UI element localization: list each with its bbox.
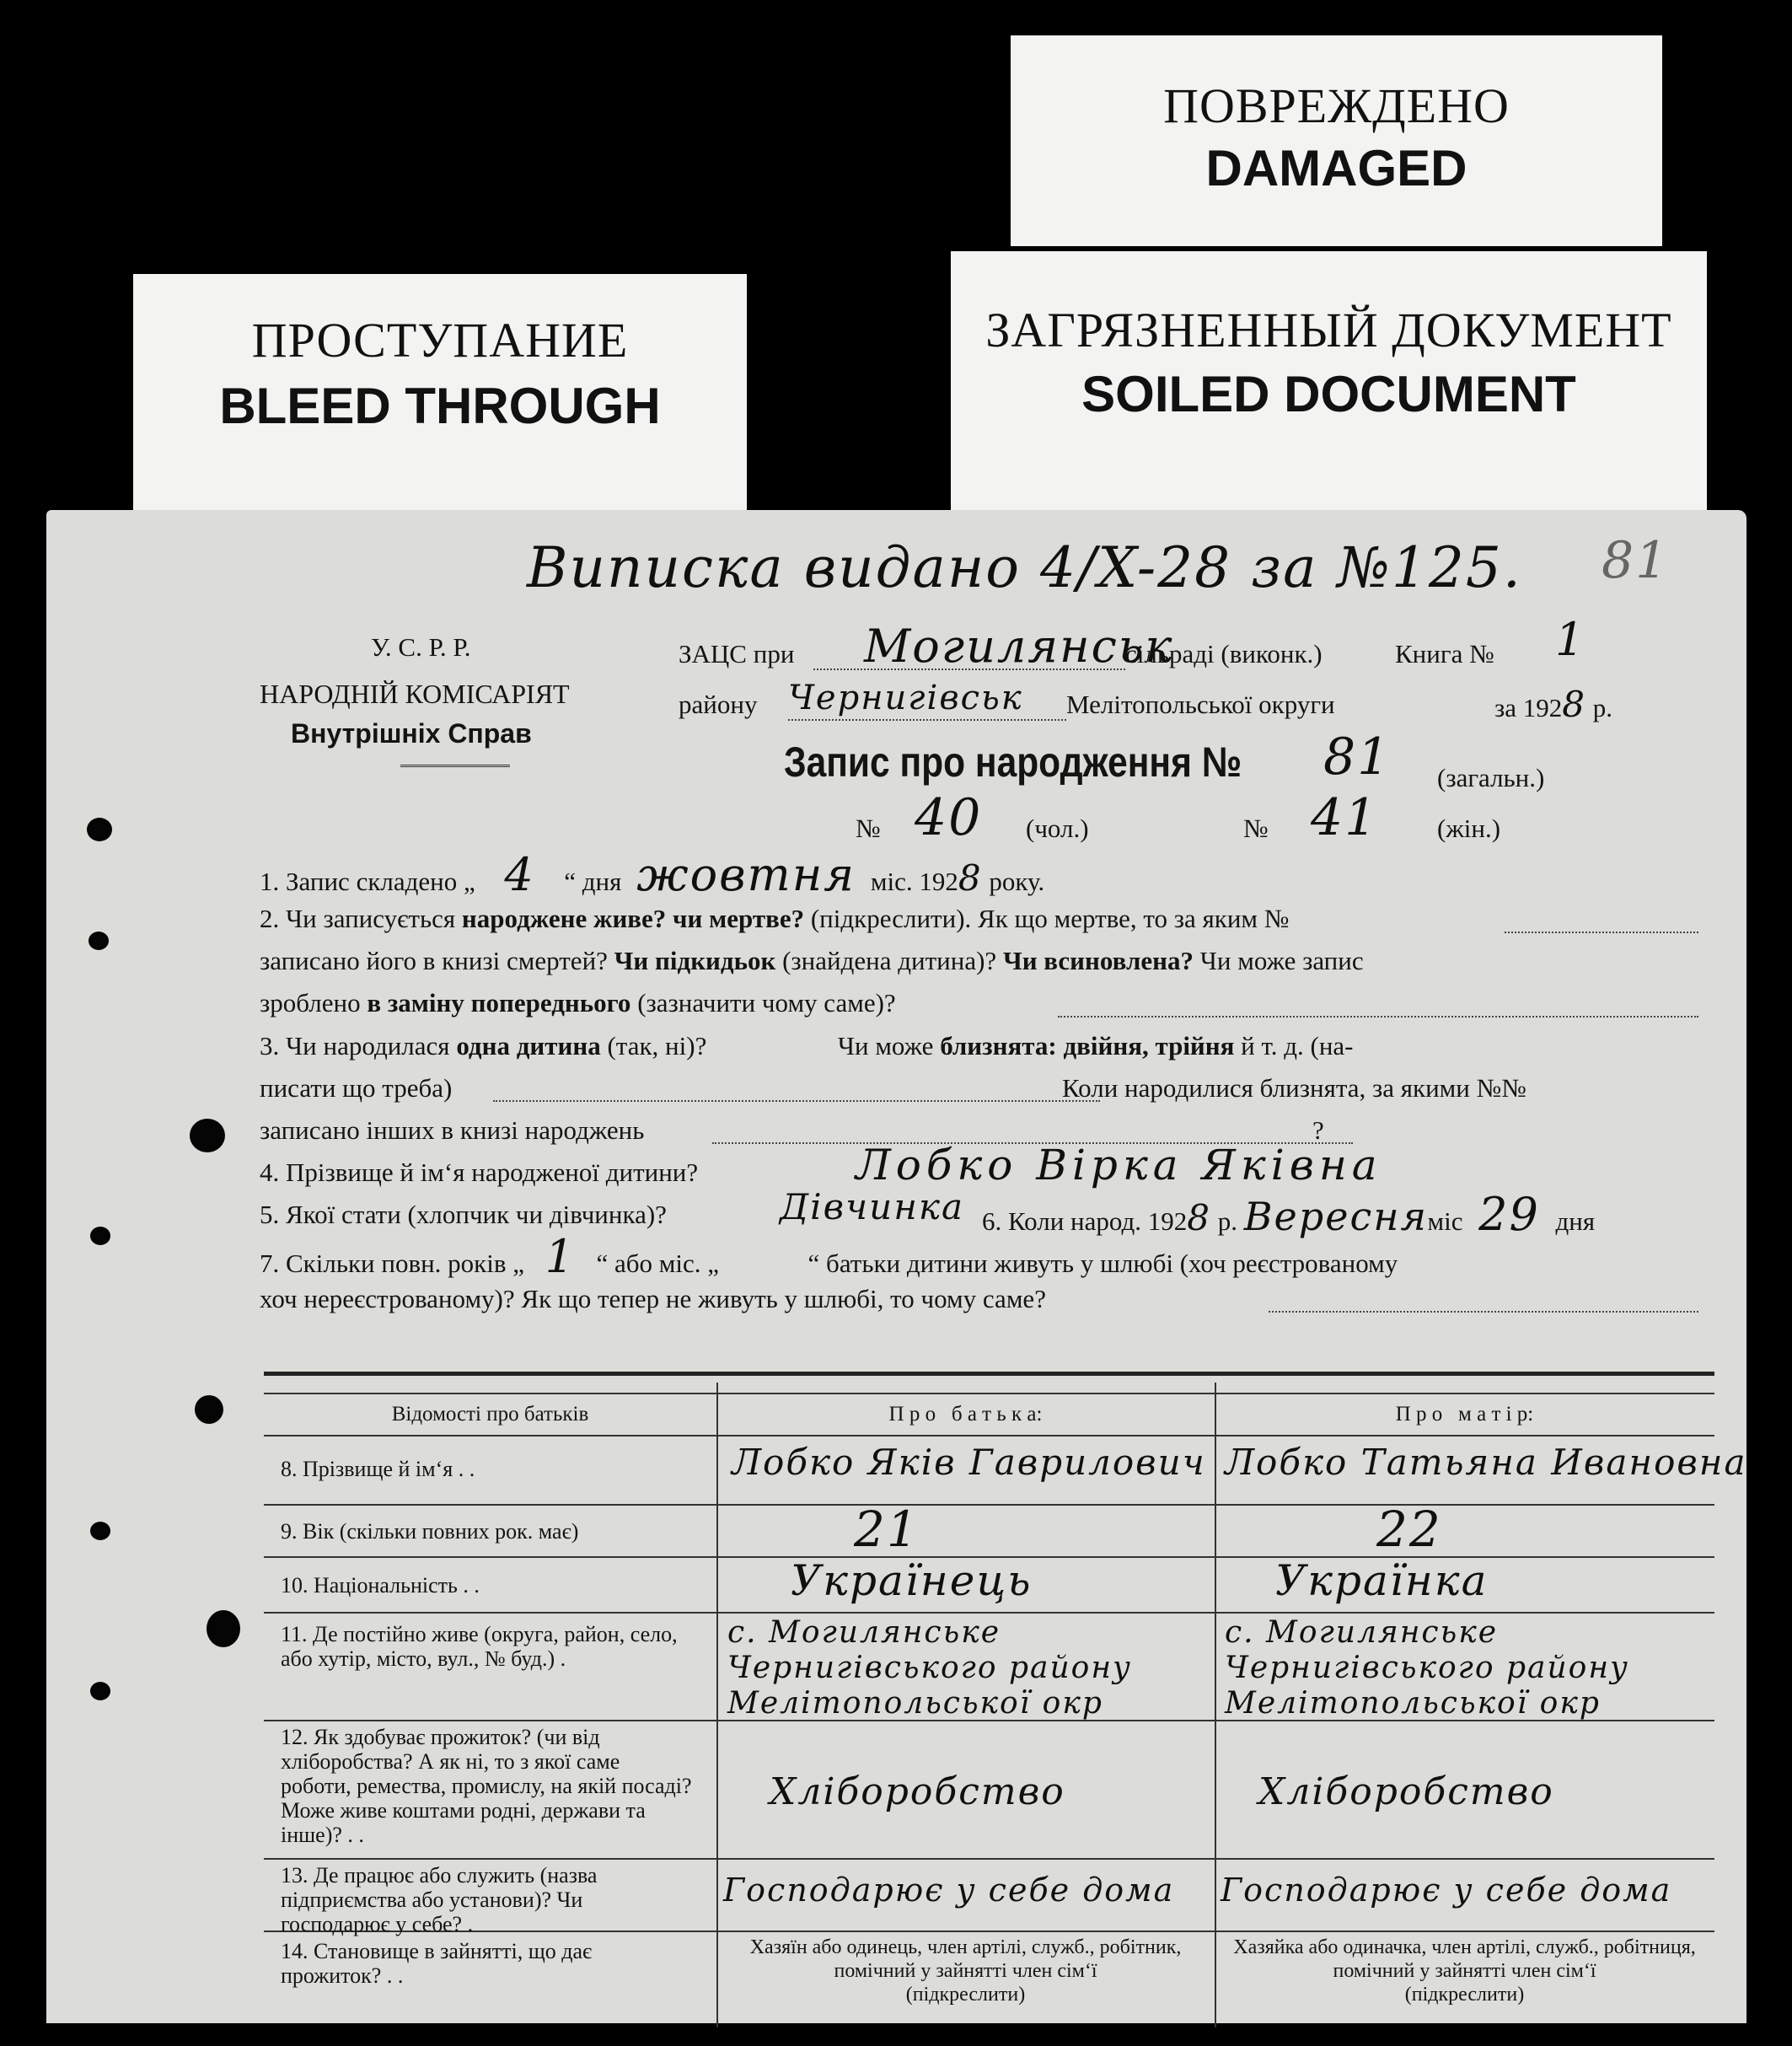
item2-number-line	[1505, 932, 1698, 933]
item-3-line2: писати що треба)	[260, 1073, 453, 1103]
item7-c: “ батьки дитини живуть у шлюбі (хоч реєстрованому	[807, 1249, 1398, 1278]
item1-day-label: “ дня	[564, 867, 622, 896]
punch-hole	[90, 1682, 110, 1700]
internal-affairs-heading: Внутрішніх Справ	[291, 718, 532, 749]
row-label-age: 9. Вік (скільки повних рок. має)	[281, 1519, 579, 1544]
mother-employment-options: Хазяйка або одиначка, член артілі, служб., робітниця, помічний у зайнятті член сім‘ї (підкреслити)	[1233, 1936, 1696, 2006]
item2-l2-e: Чи може запис	[1199, 946, 1364, 975]
mother-residence: с. Могилянське Чернигівського району Мелітопольської окр	[1225, 1615, 1629, 1721]
header-rule	[400, 765, 510, 767]
item-2-line3	[260, 988, 896, 1018]
row-label-employment-status: 14. Становище в зайнятті, що дає прожиток? . .	[281, 1939, 593, 1988]
item6-c: міс	[1427, 1206, 1463, 1236]
soiled-document-label-card	[951, 251, 1707, 514]
item2-l2-c: (знайдена дитина)?	[782, 946, 997, 975]
mother-name: Лобко Татьяна Ивановна	[1225, 1442, 1747, 1483]
damaged-label-card	[1011, 35, 1662, 246]
header-parents-info: Відомості про батьків	[391, 1403, 589, 1426]
male-label: (чол.)	[1026, 814, 1089, 843]
item1-month: жовтня	[636, 848, 856, 901]
item7-line2-dots	[1269, 1311, 1698, 1313]
item-3-question: ?	[1312, 1115, 1324, 1145]
item2-b: народжене живе? чи мертве?	[461, 904, 805, 933]
record-title: Запис про народження №	[784, 738, 1242, 786]
item7-b: “ або міс. „	[596, 1249, 720, 1278]
item3-d: Чи може	[837, 1031, 934, 1061]
item3-b: одна дитина	[456, 1031, 601, 1061]
record-number: 81	[1323, 728, 1392, 787]
item2-l2-b: Чи підкидьок	[614, 946, 776, 975]
item2-l3-a: зроблено	[260, 988, 361, 1018]
year-label	[1494, 684, 1612, 725]
item-3-line2-b: Коли народилися близнята, за якими №№	[1062, 1073, 1526, 1103]
header-father: П р о б а т ь к а:	[888, 1403, 1043, 1426]
year-prefix: за 192	[1494, 693, 1563, 722]
year-digit: 8	[1562, 684, 1586, 725]
female-label: (жін.)	[1437, 814, 1501, 843]
row-label-livelihood: 12. Як здобуває прожиток? (чи від хліборобства? А як ні, то з якої саме роботи, ремества, промислу, на якій посаді? Може живе коштами родні, держави та інше)? . .	[281, 1725, 692, 1847]
birth-month: Вересня	[1243, 1194, 1428, 1239]
item2-reason-line	[1058, 1016, 1698, 1018]
soiled-label-en: SOILED DOCUMENT	[1081, 366, 1576, 422]
item-7-line2: хоч нереєстрованому)? Як що тепер не живуть у шлюбі, то чому саме?	[260, 1284, 1046, 1313]
female-number: 41	[1311, 788, 1379, 847]
item-5: 5. Якої стати (хлопчик чи дівчинка)?	[260, 1200, 667, 1229]
item1-prefix: 1. Запис складено „	[260, 867, 475, 896]
father-age: 21	[854, 1501, 920, 1558]
female-no-label: №	[1243, 814, 1269, 843]
item2-l2-a: записано його в книзі смертей?	[260, 946, 608, 975]
item6-b: р.	[1217, 1206, 1237, 1236]
item2-l2-d: Чи всиновлена?	[1002, 946, 1194, 975]
row-label-residence: 11. Де постійно живе (округа, район, село, або хутір, місто, вул., № буд.) .	[281, 1622, 678, 1671]
silradi-label: сільраді (виконк.)	[1125, 639, 1323, 669]
zags-label: ЗАЦС при	[679, 639, 795, 669]
item1-month-label: міс. 192	[870, 867, 958, 896]
mother-livelihood: Хліборобство	[1258, 1770, 1554, 1813]
book-label: Книга №	[1395, 639, 1494, 669]
parents-table	[264, 1372, 1747, 2027]
item-4: 4. Прізвище й ім‘я народженої дитини?	[260, 1157, 699, 1187]
item-2-line2	[260, 946, 1364, 976]
item-1	[260, 848, 1045, 901]
bleed-label-ru: ПРОСТУПАНИЕ	[251, 313, 629, 368]
father-livelihood: Хліборобство	[770, 1770, 1065, 1813]
item2-l3-c: (зазначити чому саме)?	[637, 988, 896, 1018]
item1-day: 4	[504, 848, 535, 901]
father-residence: с. Могилянське Чернигівського району Мелітопольської окр	[727, 1615, 1132, 1721]
soiled-label-ru: ЗАГРЯЗНЕННЫЙ ДОКУМЕНТ	[985, 303, 1672, 357]
general-label: (загальн.)	[1437, 763, 1545, 792]
item3-line2-dots	[493, 1100, 1100, 1102]
commissariat-heading: НАРОДНІЙ КОМІСАРІЯТ	[260, 679, 570, 709]
item6-year: 8	[1187, 1197, 1211, 1238]
damaged-label-en: DAMAGED	[1205, 140, 1467, 196]
punch-hole	[89, 932, 109, 950]
header-mother: П р о м а т і р:	[1395, 1403, 1534, 1426]
item3-c: (так, ні)?	[607, 1031, 707, 1061]
item1-year: 8	[958, 857, 983, 899]
punch-hole	[195, 1395, 223, 1424]
item3-f: й т. д. (на-	[1241, 1031, 1354, 1061]
mother-age: 22	[1376, 1501, 1442, 1558]
usrr-heading: У. С. Р. Р.	[371, 632, 471, 662]
item2-a: 2. Чи записується	[260, 904, 456, 933]
punch-hole	[87, 818, 112, 841]
item6-d: дня	[1555, 1206, 1596, 1236]
village-value: Могилянськ	[864, 620, 1174, 673]
birth-day: 29	[1478, 1188, 1540, 1241]
item3-a: 3. Чи народилася	[260, 1031, 450, 1061]
raion-value: Чернигівськ	[788, 679, 1023, 717]
mother-workplace: Господарює у себе дома	[1221, 1871, 1672, 1909]
item3-e: близнята: двійня, трійня	[940, 1031, 1235, 1061]
male-no-label: №	[856, 814, 881, 843]
raion-line	[788, 719, 1066, 721]
punch-hole	[190, 1119, 225, 1152]
item-7	[260, 1230, 1398, 1283]
punch-hole	[90, 1227, 110, 1245]
male-number: 40	[915, 788, 983, 847]
okrug-label: Мелітопольської округи	[1066, 690, 1335, 719]
item2-l3-b: в заміну попереднього	[367, 988, 631, 1018]
bleed-label-en: BLEED THROUGH	[219, 378, 661, 434]
book-value: 1	[1555, 613, 1586, 666]
item-3-line3: записано інших в книзі народжень	[260, 1115, 645, 1145]
mother-nationality: Українка	[1275, 1556, 1489, 1605]
item-2	[260, 904, 1289, 934]
item7-a: 7. Скільки повн. років „	[260, 1249, 524, 1278]
row-label-nationality: 10. Національність . .	[281, 1573, 480, 1598]
punch-hole	[207, 1610, 240, 1647]
item-6	[982, 1188, 1596, 1241]
damaged-label-ru: ПОВРЕЖДЕНО	[1163, 78, 1510, 133]
child-sex: Дівчинка	[780, 1186, 964, 1227]
raion-label: району	[679, 690, 758, 719]
year-suffix: р.	[1592, 693, 1612, 722]
punch-hole	[90, 1522, 110, 1540]
father-name: Лобко Яків Гаврилович	[732, 1442, 1206, 1483]
item6-a: 6. Коли народ. 192	[982, 1206, 1188, 1236]
item7-years: 1	[545, 1230, 576, 1283]
item-3	[260, 1031, 1354, 1061]
row-label-name: 8. Прізвище й ім‘я . .	[281, 1457, 475, 1481]
page-number: 81	[1602, 531, 1670, 590]
child-name: Лобко Вірка Яківна	[856, 1141, 1382, 1189]
bleed-through-label-card	[133, 274, 747, 514]
item2-c: (підкреслити). Як що мертве, то за яким №	[810, 904, 1290, 933]
issuance-annotation: Виписка видано 4/X-28 за №125.	[527, 535, 1522, 600]
item1-year-label: року.	[989, 867, 1045, 896]
father-nationality: Українець	[791, 1556, 1033, 1605]
father-workplace: Господарює у себе дома	[723, 1871, 1175, 1909]
father-employment-options: Хазяїн або одинець, член артілі, служб., робітник, помічний у зайнятті член сім‘ї (підкреслити)	[749, 1936, 1182, 2006]
row-label-workplace: 13. Де працює або служить (назва підприємства або установи)? Чи господарює у себе? .	[281, 1863, 598, 1936]
birth-record-form	[46, 510, 1746, 2023]
